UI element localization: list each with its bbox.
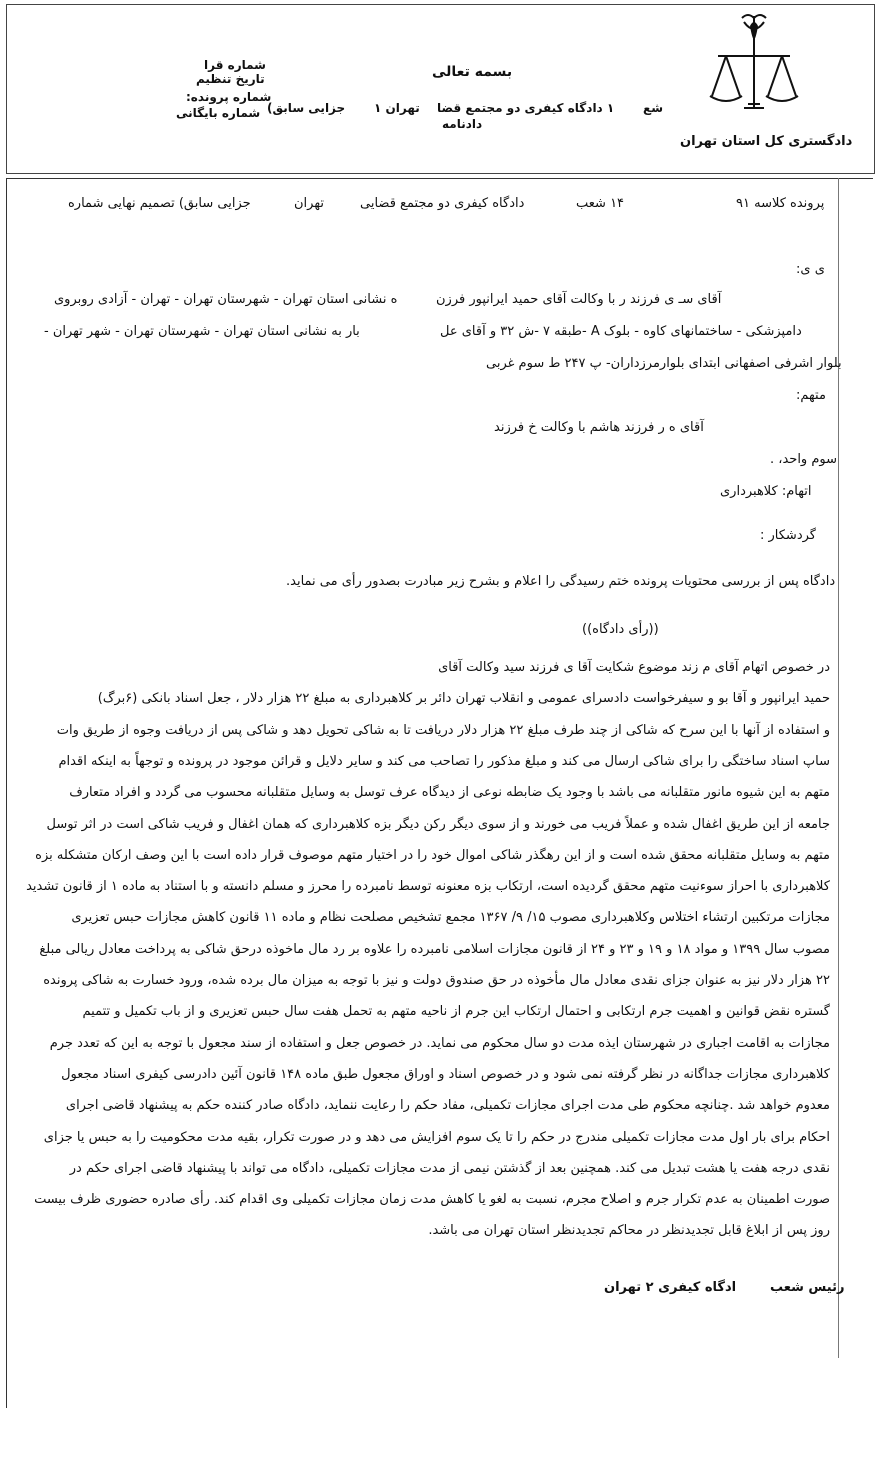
ruling-line: و استفاده از آنها با این سرح که شاکی از چند طرف مبلغ ۲۲ هزار دلار دریافت تا به شاکی تحویل دهد و شاکی پس از دریافت وجوه از طریق وات	[56, 722, 830, 738]
intro-paragraph: دادگاه پس از بررسی محتویات پرونده ختم رسیدگی را اعلام و بشرح زیر مبادرت بصدور رأی می نماید.	[286, 574, 836, 589]
judiciary-emblem-icon	[704, 8, 804, 120]
left-border	[6, 178, 7, 1408]
header-separator	[6, 178, 873, 179]
ruling-title: ((رأی دادگاه))	[582, 622, 659, 637]
ruling-line: مجازات مرتکبین ارتشاء اختلاس وکلاهبرداری مصوب ۱۵/ ۹/ ۱۳۶۷ مجمع تشخیص مصلحت نظام و ماده ۱۱ قانون کاهش مجازات حبس تعزیری	[71, 910, 830, 926]
plaintiff-line-1-left: ه نشانی استان تهران - شهرستان تهران - تهران - آزادی روبروی	[54, 292, 398, 307]
ruling-line: احکام برای بار اول مدت مجازات تکمیلی مندرج در حکم را تا یک سوم افزایش می دهد و در صورت تکرار، بقیه مدت محکومیت را به حبس یا جزای	[43, 1129, 830, 1145]
court-name: دادگستری کل استان تهران	[680, 134, 853, 149]
ruling-line: کلاهبرداری مجازات جداگانه در نظر گرفته نمی شود و در خصوص اسناد و اوراق مجعول طبق ماده ۱۴۸ قانون آئین دادرسی کیفری اسناد مجعول	[61, 1066, 830, 1082]
ruling-line: حمید ایرانپور و آقا بو و سیفرخواست دادسرای عمومی و انقلاب تهران دائر بر کلاهبرداری به مبلغ ۲۲ هزار دلار ، جعل اسناد بانکی (۶برگ)	[97, 691, 830, 707]
ruling-line: روز پس از ابلاغ قابل تجدیدنظر در محاکم تجدیدنظر استان تهران می باشد.	[428, 1223, 830, 1239]
charge-line: اتهام: کلاهبرداری	[720, 484, 812, 499]
verdict-label: دادنامه	[442, 117, 483, 131]
meta-city: تهران	[294, 196, 324, 211]
branch-court: ۱ دادگاه کیفری دو مجتمع قضا	[437, 101, 615, 115]
ruling-line: متهم به وسایل متقلبانه محقق شده است و از این رهگذر شاکی اموال خود را در اختیار متهم موصوف قرار داده است با این وصف ارکان متشکله بزه	[35, 847, 830, 863]
defendant-heading: متهم:	[796, 388, 826, 403]
defendant-line: آقای ه ر فرزند هاشم با وکالت خ فرزند	[494, 420, 704, 435]
bismillah: بسمه تعالی	[432, 64, 513, 80]
header-city: تهران ۱	[374, 101, 420, 115]
meta-branch: ۱۴ شعب	[576, 196, 625, 211]
meta-final-decision: جزایی سابق) تصمیم نهایی شماره	[68, 196, 251, 211]
field-case-number: شماره پرونده:	[186, 90, 272, 104]
ruling-line: مجازات به اقامت اجباری در شهرستان ایذه مدت دو سال محکوم می نماید. در خصوص جعل و استفاده از سند مجعول با توجه به این که تعدد جرم	[49, 1035, 830, 1051]
ruling-line: کلاهبرداری با احراز سوءنیت متهم محقق گردیده است، ارتکاب بزه معنونه توسط نامبرده را محرز و مسلم دانسته و با استناد به ماده ۱ از قانون تشدید	[26, 879, 830, 895]
ruling-line: گستره نقض قوانین و اهمیت جرم ارتکابی و احتمال ارتکاب این جرم از ناحیه متهم به تحمل هفت سال حبس تعزیری و از باب تکمیل و تتمیم	[82, 1004, 830, 1020]
branch-label: شع	[643, 101, 663, 115]
plaintiff-line-3: بلوار اشرفی اصفهانی ابتدای بلوارمرزداران- پ ۲۴۷ ط سوم غربی	[486, 356, 842, 371]
ruling-line: متهم به این شیوه مانور متقلبانه می باشد با وجود یک ضابطه نوعی از دیدگاه عرف توسل به وسایل متقلبانه محسوب می گردد و افراد متعارف	[69, 785, 830, 801]
header-former: جزایی سابق)	[267, 101, 346, 115]
ruling-line: نقدی درجه هفت یا هشت تبدیل می کند. همچنین بعد از گذشتن نیمی از مدت مجازات تکمیلی، دادگاه می تواند با پیشنهاد قاضی اجرای حکم در	[69, 1160, 830, 1176]
reporter-heading: گردشکار :	[760, 528, 816, 543]
ruling-line: جامعه از این طریق اغفال شده و عملاً فریب می خورند و از سوی دیگر رکن دیگر بزه کلاهبرداری که همان اغفال و فریب شاکی است در اثر توسل	[46, 816, 830, 832]
ruling-line: ۲۲ هزار دلار نیز به عنوان جزای نقدی معادل مال مأخوذه در حق صندوق دولت و نیز با توجه به میزان مال برده شده، ورود خسارت به شاکی پرونده	[43, 973, 830, 988]
ruling-line: در خصوص اتهام آقای م زند موضوع شکایت آقا ی فرزند سید وکالت آقای	[438, 660, 830, 675]
plaintiff-line-2-right: دامپزشکی - ساختمانهای کاوه - بلوک A -طبقه ۷ -ش ۳۲ و آقای عل	[440, 324, 802, 339]
ruling-line: مصوب سال ۱۳۹۹ و مواد ۱۸ و ۱۹ و ۲۳ و ۲۴ از قانون مجازات اسلامی نامبرده را علاوه بر رد مال ماخوذه درحق شاکی به پرداخت معادل ریالی مبلغ	[39, 941, 830, 957]
right-border	[838, 178, 839, 1358]
ruling-line: صورت اطمینان به عدم تکرار جرم و اصلاح مجرم، نسبت به لغو یا کاهش مدت زمان مجازات تکمیلی وی اقدام کند. رأی صادره حضوری ظرف بیست	[34, 1192, 830, 1208]
plaintiff-line-1-right: آقای سـ ی فرزند ر با وکالت آقای حمید ایرانپور فرزن	[436, 292, 722, 307]
field-issue-date: تاریخ تنظیم	[196, 72, 265, 86]
plaintiff-heading: ی ی:	[796, 262, 825, 277]
defendant-line-2: سوم واحد، .	[770, 452, 837, 467]
field-order-number: شماره قرا	[204, 58, 266, 72]
meta-court: دادگاه کیفری دو مجتمع قضایی	[360, 196, 525, 211]
signature-court: ادگاه کیفری ۲ تهران	[604, 1280, 737, 1295]
plaintiff-line-2-left: بار به نشانی استان تهران - شهرستان تهران - شهر تهران -	[44, 324, 360, 339]
signature-title: رئیس شعب	[770, 1280, 845, 1295]
ruling-line: معدوم خواهد شد .چنانچه محکوم طی مدت اجرای مجازات تکمیلی، مفاد حکم را رعایت ننماید، دادگاه صادر کننده حکم به پیشنهاد قاضی اجرای	[65, 1098, 830, 1114]
meta-case-class: پرونده کلاسه ۹۱	[736, 196, 825, 211]
ruling-line: ساپ اسناد ساختگی را برای شاکی ارسال می کند و مبلغ مذکور را تصاحب می کند و سایر دلایل و قرائن موجود در پرونده و توجهاً به اینکه اقدام	[58, 753, 830, 769]
field-archive-number: شماره بایگانی	[176, 106, 261, 120]
